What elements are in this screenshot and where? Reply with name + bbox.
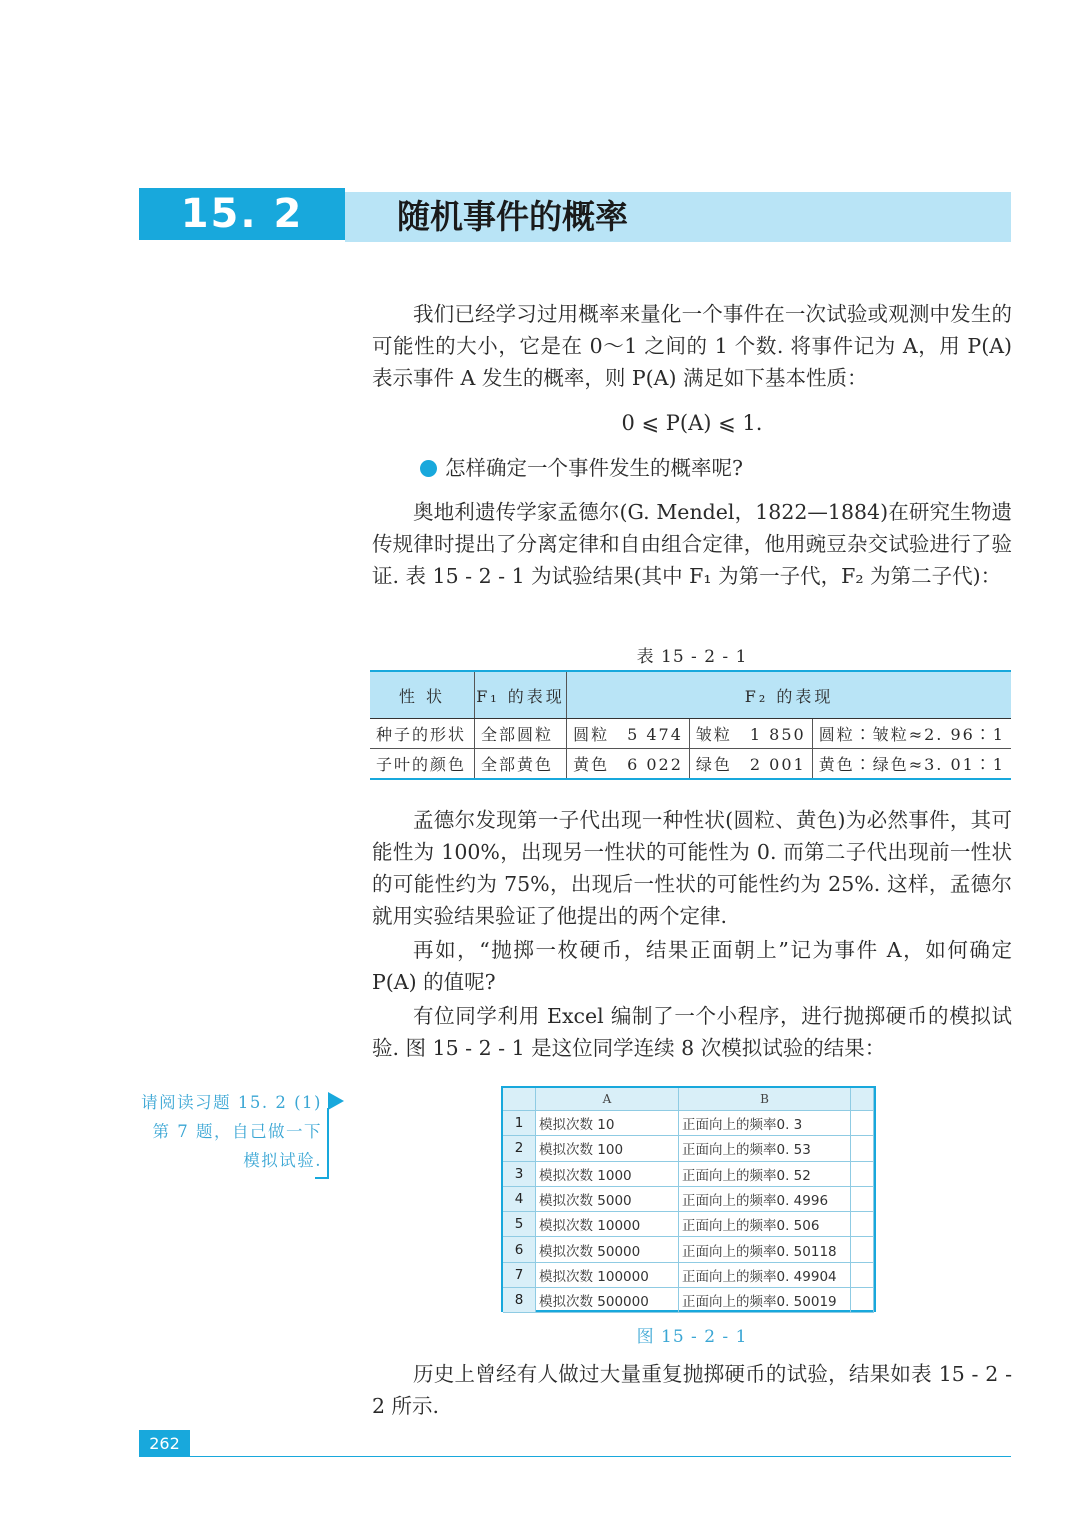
table-row [370, 719, 1011, 749]
table-cell: 黄色 6 022 [567, 749, 690, 780]
spreadsheet-row [503, 1212, 874, 1237]
cell-b: 正面向上的频率0. 49904 [679, 1262, 851, 1287]
mendel-result-paragraph: 孟德尔发现第一子代出现一种性状(圆粒、黄色)为必然事件，其可能性为 100%，出现另一性状的可能性为 0. 而第二子代出现前一性状的可能性约为 75%，出现后一性状的可能性约为 25%. 这样，孟德尔就用实验结果验证了他提出的两个定律. [372, 808, 1012, 928]
note-bracket [327, 1108, 329, 1178]
cell-c [851, 1212, 874, 1237]
note-arrow-icon [328, 1092, 344, 1110]
cell-b: 正面向上的频率0. 4996 [679, 1186, 851, 1211]
spreadsheet-row [503, 1288, 874, 1313]
question-text: 怎样确定一个事件发生的概率呢? [445, 456, 743, 480]
cell-b: 正面向上的频率0. 3 [679, 1111, 851, 1136]
cell-a: 模拟次数 100000 [536, 1262, 679, 1287]
column-header: B [679, 1088, 851, 1111]
mendel-paragraph: 奥地利遗传学家孟德尔(G. Mendel，1822—1884)在研究生物遗传规律时提出了分离定律和自由组合定律，他用豌豆杂交试验进行了验证. 表 15 - 2 - 1 为试验结果(其中 F₁ 为第一子代，F₂ 为第二子代)： [372, 500, 1012, 588]
cell-b: 正面向上的频率0. 506 [679, 1212, 851, 1237]
table-cell: 全部黄色 [474, 749, 566, 780]
intro-paragraph: 我们已经学习过用概率来量化一个事件在一次试验或观测中发生的可能性的大小，它是在 0～1 之间的 1 个数. 将事件记为 A，用 P(A) 表示事件 A 发生的概率，则 P(A) 满足如下基本性质： [372, 302, 1012, 390]
table-row [370, 749, 1011, 780]
spreadsheet-figure [501, 1086, 876, 1312]
section-number: 15. 2 [139, 188, 345, 240]
cell-b: 正面向上的频率0. 52 [679, 1161, 851, 1186]
figure-caption: 图 15 - 2 - 1 [636, 1327, 748, 1347]
row-number: 2 [503, 1136, 536, 1161]
spreadsheet-row [503, 1161, 874, 1186]
spreadsheet-table [503, 1088, 874, 1313]
table-cell: 圆粒 5 474 [567, 719, 690, 749]
row-number: 4 [503, 1186, 536, 1211]
row-number: 6 [503, 1237, 536, 1262]
section-title-bar [345, 192, 1011, 242]
cell-a: 模拟次数 500000 [536, 1288, 679, 1313]
spreadsheet-header-row [503, 1088, 874, 1111]
cell-a: 模拟次数 100 [536, 1136, 679, 1161]
cell-b: 正面向上的频率0. 50019 [679, 1288, 851, 1313]
history-paragraph: 历史上曾经有人做过大量重复抛掷硬币的试验，结果如表 15 - 2 - 2 所示. [372, 1362, 1012, 1418]
row-number: 5 [503, 1212, 536, 1237]
column-header [851, 1088, 874, 1111]
cell-c [851, 1136, 874, 1161]
table-cell: 子叶的颜色 [376, 755, 467, 774]
side-note: 请阅读习题 15. 2 (1)第 7 题，自己做一下模拟试验. [141, 1093, 322, 1170]
cell-a: 模拟次数 10 [536, 1111, 679, 1136]
cell-a: 模拟次数 1000 [536, 1161, 679, 1186]
spreadsheet-row [503, 1136, 874, 1161]
section-title: 随机事件的概率 [397, 197, 628, 236]
row-number: 7 [503, 1262, 536, 1287]
footer-rule [190, 1456, 1011, 1457]
cell-c [851, 1237, 874, 1262]
corner-cell [503, 1088, 536, 1111]
cell-a: 模拟次数 10000 [536, 1212, 679, 1237]
spreadsheet-row [503, 1237, 874, 1262]
page-number: 262 [139, 1430, 190, 1457]
bullet-dot-icon [420, 460, 437, 477]
probability-formula: 0 ⩽ P(A) ⩽ 1. [621, 411, 763, 435]
cell-a: 模拟次数 50000 [536, 1237, 679, 1262]
row-number: 1 [503, 1111, 536, 1136]
excel-paragraph: 有位同学利用 Excel 编制了一个小程序，进行抛掷硬币的模拟试验. 图 15 - 2 - 1 是这位同学连续 8 次模拟试验的结果： [372, 1004, 1012, 1060]
table-header-row [370, 671, 1011, 719]
column-header: A [536, 1088, 679, 1111]
table-header: F₁ 的表现 [474, 671, 566, 719]
spreadsheet-row [503, 1111, 874, 1136]
table-cell: 种子的形状 [370, 719, 474, 749]
coin-paragraph: 再如，“抛掷一枚硬币，结果正面朝上”记为事件 A，如何确定 P(A) 的值呢? [372, 938, 1012, 994]
cell-c [851, 1186, 874, 1211]
table-header: 性 状 [370, 671, 474, 719]
table-cell: 皱粒 1 850 [689, 719, 812, 749]
mendel-table [370, 670, 1011, 780]
table-cell: 绿色 2 001 [689, 749, 812, 780]
question-line [372, 452, 743, 484]
spreadsheet-row [503, 1262, 874, 1287]
cell-c [851, 1262, 874, 1287]
row-number: 8 [503, 1288, 536, 1313]
spreadsheet-row [503, 1186, 874, 1211]
cell-c [851, 1288, 874, 1313]
cell-c [851, 1161, 874, 1186]
cell-c [851, 1111, 874, 1136]
table-cell: 圆粒∶皱粒≈2. 96∶1 [812, 719, 1011, 749]
table-cell: 黄色∶绿色≈3. 01∶1 [812, 749, 1011, 780]
cell-b: 正面向上的频率0. 50118 [679, 1237, 851, 1262]
note-bracket-foot [315, 1177, 329, 1179]
cell-a: 模拟次数 5000 [536, 1186, 679, 1211]
table-caption: 表 15 - 2 - 1 [636, 647, 748, 667]
table-header: F₂ 的表现 [567, 671, 1011, 719]
row-number: 3 [503, 1161, 536, 1186]
cell-b: 正面向上的频率0. 53 [679, 1136, 851, 1161]
table-cell: 全部圆粒 [474, 719, 566, 749]
